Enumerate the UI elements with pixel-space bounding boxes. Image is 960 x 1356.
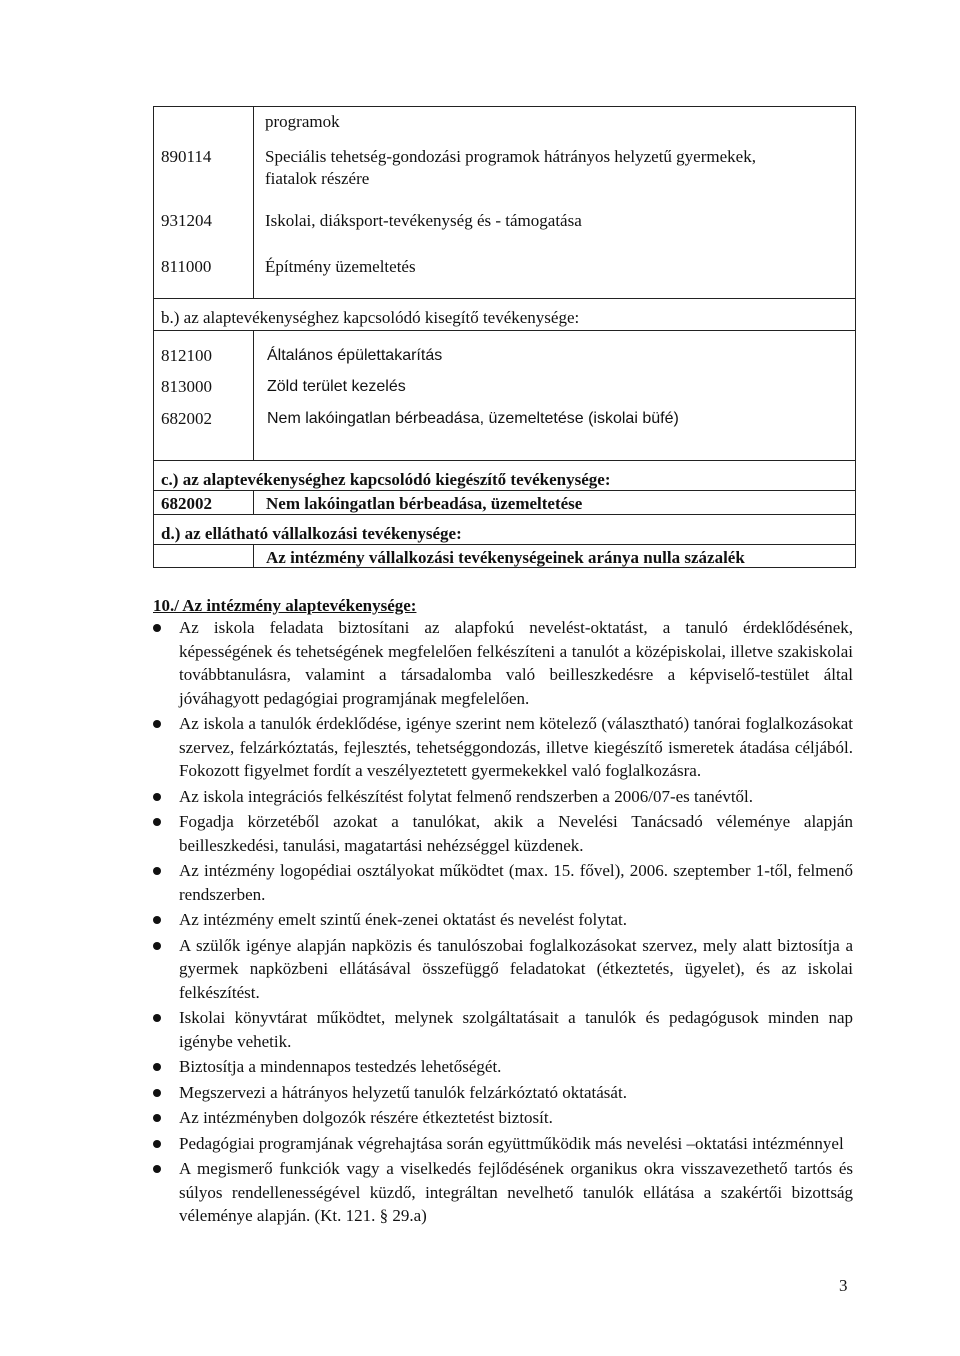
row-text-cont: fiatalok részére (265, 169, 370, 188)
table-divider-top (253, 106, 254, 298)
row-code: 812100 (161, 346, 212, 365)
row-text: Iskolai, diáksport-tevékenység és - támogatása (265, 211, 582, 230)
table-rule-b-under (153, 330, 856, 331)
list-item: Az iskola a tanulók érdeklődése, igénye szerint nem kötelező (választható) tanórai foglalkozásokat szervez, felzárkóztatás, fejlesztés, tehetséggondozás, illetve kiegészítő ismeretek átadása céljából. Fokozott figyelmet fordít a veszélyeztetett gyermekekkel való foglalkozásra. (153, 712, 853, 783)
table-divider-d (253, 544, 254, 568)
row-code: 811000 (161, 257, 212, 276)
list-item: Iskolai könyvtárat működtet, melynek szolgáltatásait a tanulók és pedagógusok minden nap igénybe vehetik. (153, 1006, 853, 1053)
table-divider-c (253, 490, 254, 514)
bullet-icon (153, 867, 161, 875)
row-text: Speciális tehetség-gondozási programok hátrányos helyzetű gyermekek, (265, 147, 756, 166)
table-rule-b (153, 298, 856, 299)
row-code: 813000 (161, 377, 212, 396)
bullet-icon (153, 916, 161, 924)
row-text: Zöld terület kezelés (267, 378, 406, 395)
bullet-icon (153, 793, 161, 801)
row-text-programok: programok (265, 112, 340, 131)
row-text: Nem lakóingatlan bérbeadása, üzemeltetése (iskolai büfé) (267, 410, 679, 427)
section-c-text: Nem lakóingatlan bérbeadása, üzemeltetése (266, 494, 583, 513)
row-code: 682002 (161, 409, 212, 428)
list-item: Pedagógiai programjának végrehajtása során együttműködik más nevelési –oktatási intézménnyel (153, 1132, 853, 1156)
bullet-icon (153, 1063, 161, 1071)
bullet-icon (153, 818, 161, 826)
list-item: Biztosítja a mindennapos testedzés lehetőségét. (153, 1055, 853, 1079)
table-divider-b (253, 330, 254, 460)
list-item: Az intézményben dolgozók részére étkeztetést biztosít. (153, 1106, 853, 1130)
table-rule-c (153, 460, 856, 461)
bullet-icon (153, 1014, 161, 1022)
page-number: 3 (839, 1276, 848, 1295)
list-item: Az iskola integrációs felkészítést folytat felmenő rendszerben a 2006/07-es tanévtől. (153, 785, 853, 809)
row-text: Építmény üzemeltetés (265, 257, 416, 276)
list-item: A megismerő funkciók vagy a viselkedés fejlődésének organikus okra visszavezethető tartós és súlyos rendellenességével küzdő, integráltan nevelhető tanulók ellátása a szakértői bizottság véleménye alapján. (Kt. 121. § 29.a) (153, 1157, 853, 1228)
list-item: Megszervezi a hátrányos helyzetű tanulók felzárkóztató oktatását. (153, 1081, 853, 1105)
section-10-heading: 10./ Az intézmény alaptevékenysége: (153, 596, 417, 615)
bullet-icon (153, 1114, 161, 1122)
list-item: Az intézmény logopédiai osztályokat működtet (max. 15. fővel), 2006. szeptember 1-től, felmenő rendszerben. (153, 859, 853, 906)
row-code: 890114 (161, 147, 212, 166)
bullet-icon (153, 1140, 161, 1148)
list-item: Az intézmény emelt szintű ének-zenei oktatást és nevelést folytat. (153, 908, 853, 932)
list-item: Fogadja körzetéből azokat a tanulókat, akik a Nevelési Tanácsadó véleménye alapján beilleszkedési, tanulási, magatartási nehézséggel küzdenek. (153, 810, 853, 857)
bullet-icon (153, 942, 161, 950)
list-item: A szülők igénye alapján napközis és tanulószobai foglalkozásokat szervez, mely alatt biztosítja a gyermek napközbeni ellátásával összefüggő feladatokat (étkeztetés, ügyelet), és az iskolai felkészítést. (153, 934, 853, 1005)
list-item: Az iskola feladata biztosítani az alapfokú nevelést-oktatást, a tanuló érdeklődésének, képességének és tehetségének megfelelően felkészíteni a tanulót a középiskolai, illetve szakiskolai továbbtanulásra, valamint a társadalomba való beilleszkedésre a képviselő-testület által jóváhagyott pedagógiai programjának megfelelően. (153, 616, 853, 710)
bullet-icon (153, 1165, 161, 1173)
section-b-title: b.) az alaptevékenységhez kapcsolódó kisegítő tevékenysége: (161, 308, 580, 327)
bullet-icon (153, 624, 161, 632)
row-code: 931204 (161, 211, 212, 230)
section-c-title: c.) az alaptevékenységhez kapcsolódó kiegészítő tevékenysége: (161, 470, 611, 489)
activity-list (153, 616, 853, 1230)
bullet-icon (153, 1089, 161, 1097)
section-d-title: d.) az ellátható vállalkozási tevékenysége: (161, 524, 462, 543)
row-text: Általános épülettakarítás (267, 347, 443, 364)
section-c-code: 682002 (161, 494, 212, 513)
section-d-text: Az intézmény vállalkozási tevékenységeinek aránya nulla százalék (266, 548, 745, 567)
bullet-icon (153, 720, 161, 728)
